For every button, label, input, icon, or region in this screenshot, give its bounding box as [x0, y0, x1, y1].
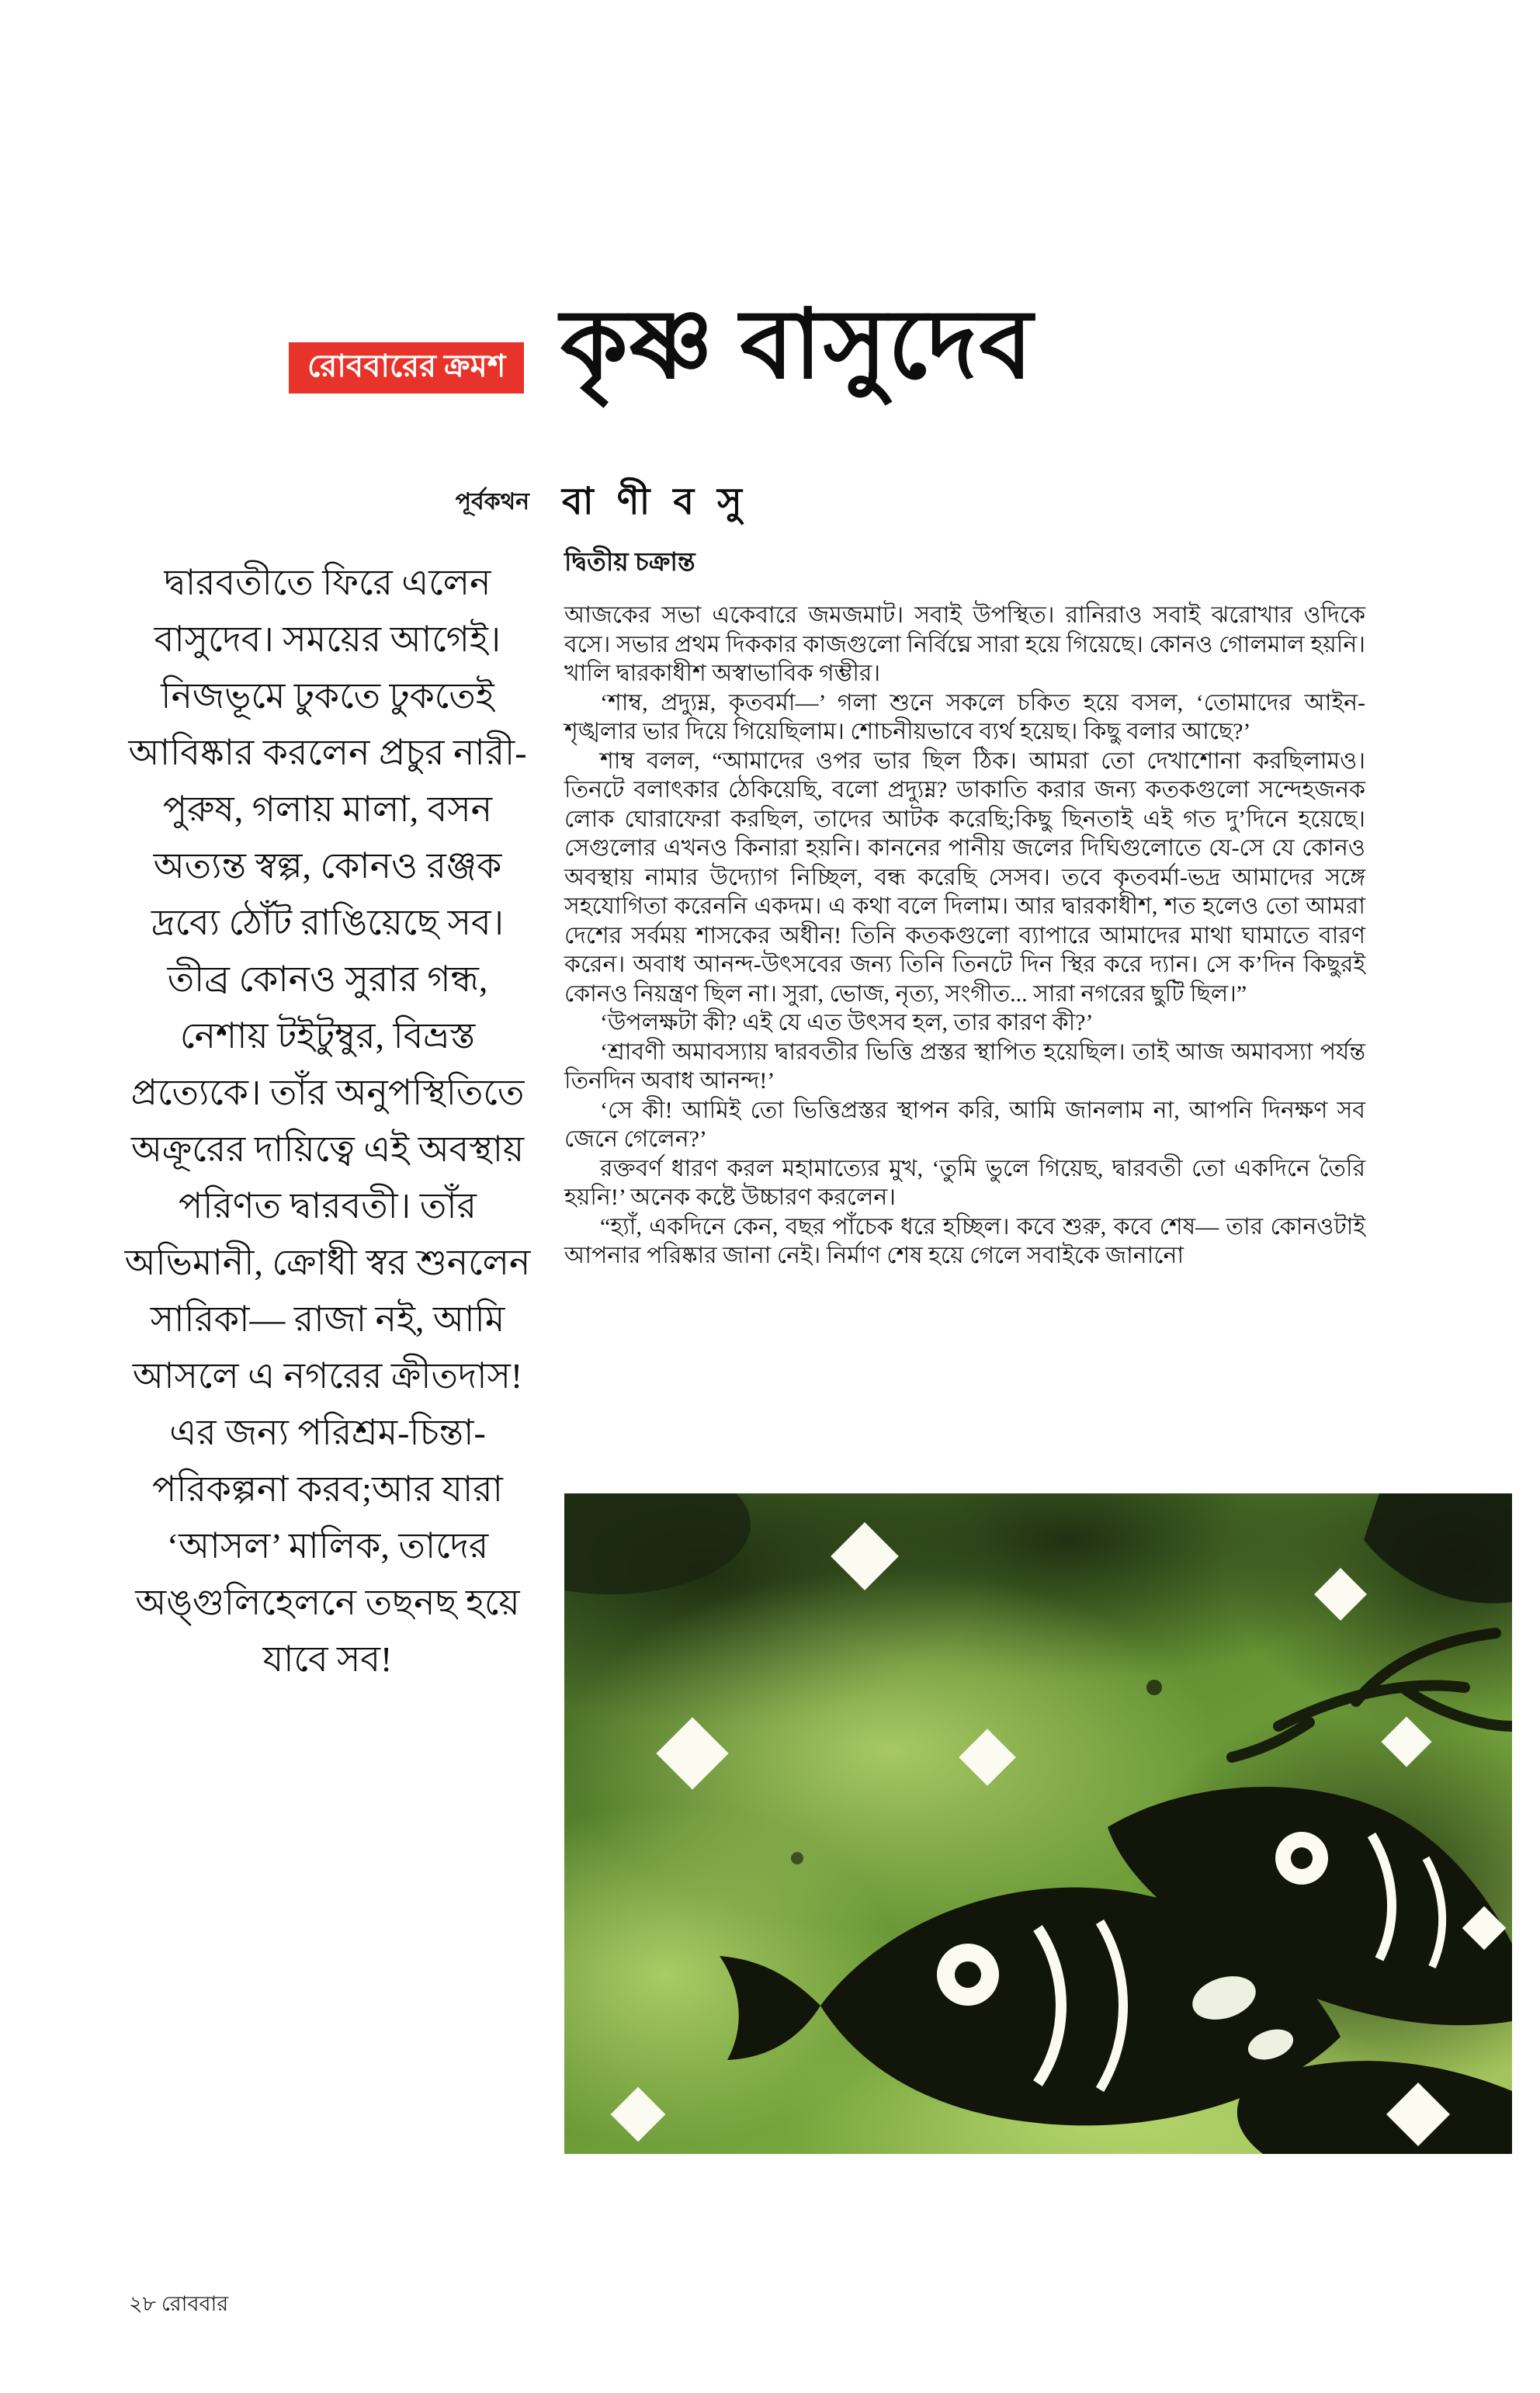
prologue-text: দ্বারবতীতে ফিরে এলেন বাসুদেব। সময়ের আগেই। নিজভূমে ঢুকতে ঢুকতেই আবিষ্কার করলেন প্রচুর নারী-পুরুষ, গলায় মালা, বসন অত্যন্ত স্বল্প, কোনও রঞ্জক দ্রব্যে ঠোঁট রাঙিয়েছে সব। তীব্র কোনও সুরার গন্ধ, নেশায় টইটুম্বুর, বিভ্রস্ত প্রত্যেকে। তাঁর অনুপস্থিতিতে অক্রূরের দায়িত্বে এই অবস্থায় পরিণত দ্বারবতী। তাঁর অভিমানী, ক্রোধী স্বর শুনলেন সারিকা— রাজা নই, আমি আসলে এ নগরের ক্রীতদাস! এর জন্য পরিশ্রম-চিন্তা-পরিকল্পনা করব;আর যারা ‘আসল’ মালিক, তাদের অঙ্গুলিহেলনে তছনছ হয়ে যাবে সব!	[124, 563, 531, 1679]
story-paragraph: রক্তবর্ণ ধারণ করল মহামাত্যের মুখ, ‘তুমি ভুলে গিয়েছ, দ্বারবতী তো একদিনে তৈরি হয়নি!’ অনেক কষ্টে উচ্চারণ করলেন।	[564, 1155, 1365, 1210]
story-title: কৃষ্ণ বাসুদেব	[560, 292, 1035, 398]
story-paragraph: “হ্যাঁ, একদিনে কেন, বছর পাঁচেক ধরে হচ্ছিল। কবে শুরু, কবে শেষ— তার কোনওটাই আপনার পরিষ্কার জানা নেই। নির্মাণ শেষ হয়ে গেলে সবাইকে জানানো	[564, 1213, 1365, 1268]
story-paragraph: আজকের সভা একেবারে জমজমাট। সবাই উপস্থিত। রানিরাও সবাই ঝরোখার ওদিকে বসে। সভার প্রথম দিককার কাজগুলো নির্বিঘ্নে সারা হয়ে গিয়েছে। কোনও গোলমাল হয়নি। খালি দ্বারকাধীশ অস্বাভাবিক গম্ভীর।	[564, 602, 1365, 686]
artwork-illustration	[564, 1493, 1512, 2154]
story-paragraph: ‘সে কী! আমিই তো ভিত্তিপ্রস্তর স্থাপন করি, আমি জানলাম না, আপনি দিনক্ষণ সব জেনে গেলেন?’	[564, 1097, 1365, 1152]
story-paragraph: ‘শ্রাবণী অমাবস্যায় দ্বারবতীর ভিত্তি প্রস্তর স্থাপিত হয়েছিল। তাই আজ অমাবস্যা পর্যন্ত তিনদিন অবাধ আনন্দ!’	[564, 1039, 1365, 1094]
serial-badge: রোববারের ক্রমশ	[289, 342, 524, 394]
artwork-painting	[564, 1493, 1512, 2154]
page-number: ২৮ রোববার	[129, 2292, 229, 2315]
story-body	[564, 542, 1365, 1271]
story-paragraph: ‘শাম্ব, প্রদ্যুম্ন, কৃতবর্মা—’ গলা শুনে সকলে চকিত হয়ে বসল, ‘তোমাদের আইন-শৃঙ্খলার ভার দিয়ে গিয়েছিলাম। শোচনীয়ভাবে ব্যর্থ হয়েছ। কিছু বলার আছে?’	[564, 689, 1365, 744]
author-name: বা ণী ব সু	[562, 481, 749, 522]
story-paragraph: ‘উপলক্ষটা কী? এই যে এত উৎসব হল, তার কারণ কী?’	[600, 1010, 1094, 1035]
story-paragraph: শাম্ব বলল, “আমাদের ওপর ভার ছিল ঠিক। আমরা তো দেখাশোনা করছিলামও। তিনটে বলাৎকার ঠেকিয়েছি, বলো প্রদ্যুম্ন? ডাকাতি করার জন্য কতকগুলো সন্দেহজনক লোক ঘোরাফেরা করছিল, তাদের আটক করেছি;কিছু ছিনতাই এই গত দু’দিনে হয়েছে। সেগুলোর এখনও কিনারা হয়নি। কাননের পানীয় জলের দিঘিগুলোতে যে-সে যে কোনও অবস্থায় নামার উদ্যোগ নিচ্ছিল, বন্ধ করেছি সেসব। তবে কৃতবর্মা-ভদ্র আমাদের সঙ্গে সহযোগিতা করেননি একদম। এ কথা বলে দিলাম। আর দ্বারকাধীশ, শত হলেও তো আমরা দেশের সর্বময় শাসকের অধীন! তিনি কতকগুলো ব্যাপারে আমাদের মাথা ঘামাতে বারণ করেন। অবাধ আনন্দ-উৎসবের জন্য তিনি তিনটে দিন স্থির করে দ্যান। সে ক’দিন কিছুরই কোনও নিয়ন্ত্রণ ছিল না। সুরা, ভোজ, নৃত্য, সংগীত... সারা নগরের ছুটি ছিল।”	[564, 747, 1365, 1007]
chapter-heading: দ্বিতীয় চক্রান্ত	[564, 549, 695, 577]
prologue-label: পূর্বকথন	[455, 489, 529, 515]
